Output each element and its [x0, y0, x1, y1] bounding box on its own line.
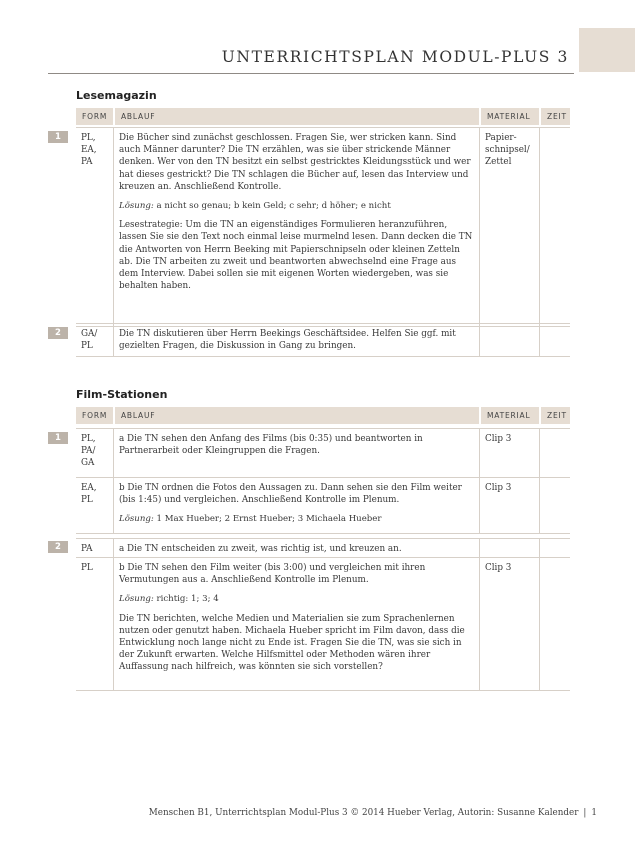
form-cell: PL, PA/ GA — [81, 434, 96, 469]
form-cell: EA, PL — [81, 483, 97, 506]
header-zeit: ZEIT — [539, 407, 570, 424]
ablauf-cell — [113, 128, 479, 326]
ablauf-paragraph: Die Bücher sind zunächst geschlossen. Fragen Sie, wer stricken kann. Sind auch Männer darunter? Die TN erzählen, was sie über strickende Männer denken. Wer von den TN besitzt ein selbst gestricktes Kleidungsstück und wer hat dieses gestrickt? Die TN schlagen die Bücher auf, lesen das Interview und kreuzen an. Anschließend Kontrolle. — [119, 133, 471, 192]
loesung-label: Lösung: — [119, 594, 154, 605]
ablauf-cell — [113, 478, 479, 533]
ablauf-cell — [113, 558, 479, 690]
header-form: FORM — [82, 411, 108, 420]
film-stationen-table — [76, 407, 570, 692]
loesung-text: 1 Max Hueber; 2 Ernst Hueber; 3 Michaela Hueber — [153, 514, 382, 525]
header-zeit: ZEIT — [539, 108, 570, 125]
material-cell: Papier- schnipsel/ Zettel — [479, 128, 539, 326]
header-ablauf: ABLAUF — [113, 108, 479, 125]
step-number-badge: 1 — [48, 131, 68, 143]
ablauf-paragraph: Lesestrategie: Um die TN an eigenständiges Formulieren heranzuführen, lassen Sie sie den Text noch einmal leise murmelnd lesen. Dann decken die TN die Antworten von Herrn Beeking mit Papierschnipseln oder kleinen Zetteln ab. Die TN arbeiten zu zweit und beantworten abwechselnd eine Frage aus dem Interview. Dabei sollen sie mit eigenen Worten wiedergeben, was sie behalten haben. — [119, 220, 473, 292]
step-number-badge: 1 — [48, 432, 68, 444]
loesung-label: Lösung: — [119, 201, 154, 212]
footer-text: Menschen B1, Unterrichtsplan Modul-Plus 3 © 2014 Hueber Verlag, Autorin: Susanne Kalender — [148, 808, 579, 818]
page-footer — [149, 808, 597, 818]
table-row — [76, 478, 570, 534]
step-number-badge: 2 — [48, 327, 68, 339]
table-row — [76, 428, 570, 478]
section-heading-film-stationen: Film-Stationen — [76, 388, 168, 401]
material-cell: Clip 3 — [479, 429, 539, 477]
table-row — [76, 538, 570, 558]
step-number-badge: 2 — [48, 541, 68, 553]
material-cell — [479, 539, 539, 557]
header-form: FORM — [82, 112, 108, 121]
ablauf-cell: a Die TN entscheiden zu zweit, was richtig ist, und kreuzen an. — [113, 539, 479, 557]
zeit-cell — [539, 324, 570, 356]
header-material: MATERIAL — [479, 108, 539, 125]
form-cell: PA — [81, 544, 93, 554]
section-heading-lesemagazin: Lesemagazin — [76, 89, 157, 102]
header-rule — [48, 73, 574, 74]
material-cell: Clip 3 — [479, 478, 539, 533]
material-cell — [479, 324, 539, 356]
loesung-text: richtig: 1; 3; 4 — [153, 594, 219, 605]
form-cell: GA/ PL — [81, 329, 98, 352]
zeit-cell — [539, 558, 570, 690]
table-header — [76, 407, 570, 424]
footer-separator: | — [583, 808, 587, 818]
loesung-text: a nicht so genau; b kein Geld; c sehr; d höher; e nicht — [153, 201, 391, 212]
zeit-cell — [539, 429, 570, 477]
loesung-label: Lösung: — [119, 514, 154, 525]
header-ablauf: ABLAUF — [113, 407, 479, 424]
material-cell: Clip 3 — [479, 558, 539, 690]
ablauf-cell: Die TN diskutieren über Herrn Beekings Geschäftsidee. Helfen Sie ggf. mit gezielten Fragen, die Diskussion in Gang zu bringen. — [113, 324, 479, 356]
page-title: UNTERRICHTSPLAN MODUL-PLUS 3 — [221, 48, 569, 66]
table-row — [76, 558, 570, 691]
zeit-cell — [539, 539, 570, 557]
form-cell: PL, EA, PA — [81, 133, 97, 168]
lesemagazin-table — [76, 108, 570, 358]
corner-tab — [579, 28, 635, 72]
table-header — [76, 108, 570, 125]
header-material: MATERIAL — [479, 407, 539, 424]
loesung-line — [119, 513, 475, 525]
ablauf-paragraph: b Die TN sehen den Film weiter (bis 3:00) und vergleichen mit ihren Vermutungen aus a. Anschließend Kontrolle im Plenum. — [119, 563, 426, 586]
ablauf-paragraph: b Die TN ordnen die Fotos den Aussagen zu. Dann sehen sie den Film weiter (bis 1:45) und vergleichen. Anschließend Kontrolle im Plenum. — [119, 483, 462, 506]
table-row — [76, 323, 570, 357]
table-row — [76, 127, 570, 327]
loesung-line — [119, 593, 475, 605]
loesung-line — [119, 200, 475, 212]
page-number: 1 — [591, 808, 597, 818]
ablauf-cell: a Die TN sehen den Anfang des Films (bis 0:35) und beantworten in Partnerarbeit oder Kleingruppen die Fragen. — [113, 429, 479, 477]
ablauf-paragraph: Die TN berichten, welche Medien und Materialien sie zum Sprachenlernen nutzen oder genutzt haben. Michaela Hueber spricht im Film davon, dass die Entwicklung noch lange nicht zu Ende ist. Fragen Sie die TN, was sie sich in der Zukunft erwarten. Welche Hilfsmittel oder Methoden wären ihrer Auffassung nach hilfreich, was könnten sie sich vorstellen? — [119, 613, 465, 673]
zeit-cell — [539, 128, 570, 326]
form-cell: PL — [81, 563, 93, 573]
zeit-cell — [539, 478, 570, 533]
